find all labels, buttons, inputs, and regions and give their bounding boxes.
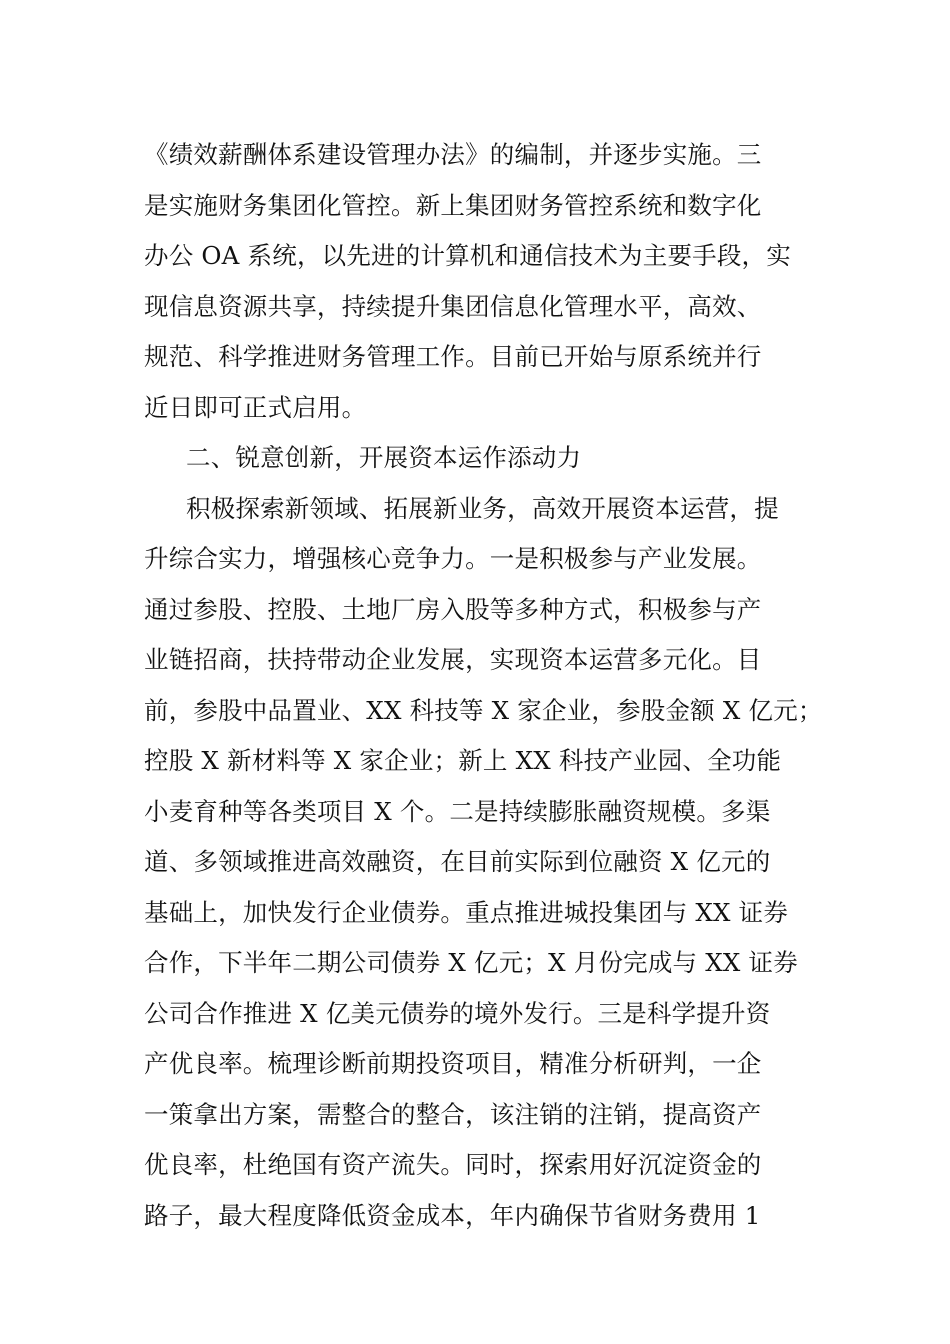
text-line: 小麦育种等各类项目 X 个。二是持续膨胀融资规模。多渠 [144, 796, 771, 826]
text-line: 公司合作推进 X 亿美元债券的境外发行。三是科学提升资 [144, 998, 771, 1028]
text-line: 《绩效薪酬体系建设管理办法》的编制，并逐步实施。三 [144, 140, 762, 169]
text-line: 道、多领域推进高效融资，在目前实际到位融资 X 亿元的 [144, 847, 771, 876]
text-line: 规范、科学推进财务管理工作。目前已开始与原系统并行 [144, 342, 762, 371]
text-line: 是实施财务集团化管控。新上集团财务管控系统和数字化 [144, 190, 762, 220]
text-line: 通过参股、控股、土地厂房入股等多种方式，积极参与产 [144, 594, 762, 624]
text-line: 路子，最大程度降低资金成本，年内确保节省财务费用 1 [144, 1200, 761, 1230]
text-line: 优良率，杜绝国有资产流失。同时，探索用好沉淀资金的 [144, 1150, 762, 1179]
text-line: 控股 X 新材料等 X 家企业；新上 XX 科技产业园、全功能 [144, 746, 782, 775]
text-line: 积极探索新领域、拓展新业务，高效开展资本运营，提 [186, 493, 779, 523]
text-line: 业链招商，扶持带动企业发展，实现资本运营多元化。目 [144, 645, 762, 674]
text-line: 一策拿出方案，需整合的整合，该注销的注销，提高资产 [144, 1099, 762, 1129]
text-line: 前，参股中品置业、XX 科技等 X 家企业，参股金额 X 亿元； [144, 695, 823, 725]
text-line: 合作，下半年二期公司债券 X 亿元；X 月份完成与 XX 证券 [144, 948, 798, 977]
text-line: 二、锐意创新，开展资本运作添动力 [186, 443, 582, 472]
text-line: 近日即可正式启用。 [144, 392, 367, 422]
text-line: 产优良率。梳理诊断前期投资项目，精准分析研判，一企 [144, 1049, 762, 1078]
text-line: 办公 OA 系统，以先进的计算机和通信技术为主要手段，实 [144, 241, 791, 270]
text-line: 现信息资源共享，持续提升集团信息化管理水平，高效、 [144, 291, 762, 321]
text-line: 基础上，加快发行企业债券。重点推进城投集团与 XX 证券 [144, 897, 789, 927]
body-text [144, 130, 824, 1241]
text-line: 升综合实力，增强核心竞争力。一是积极参与产业发展。 [144, 544, 762, 573]
